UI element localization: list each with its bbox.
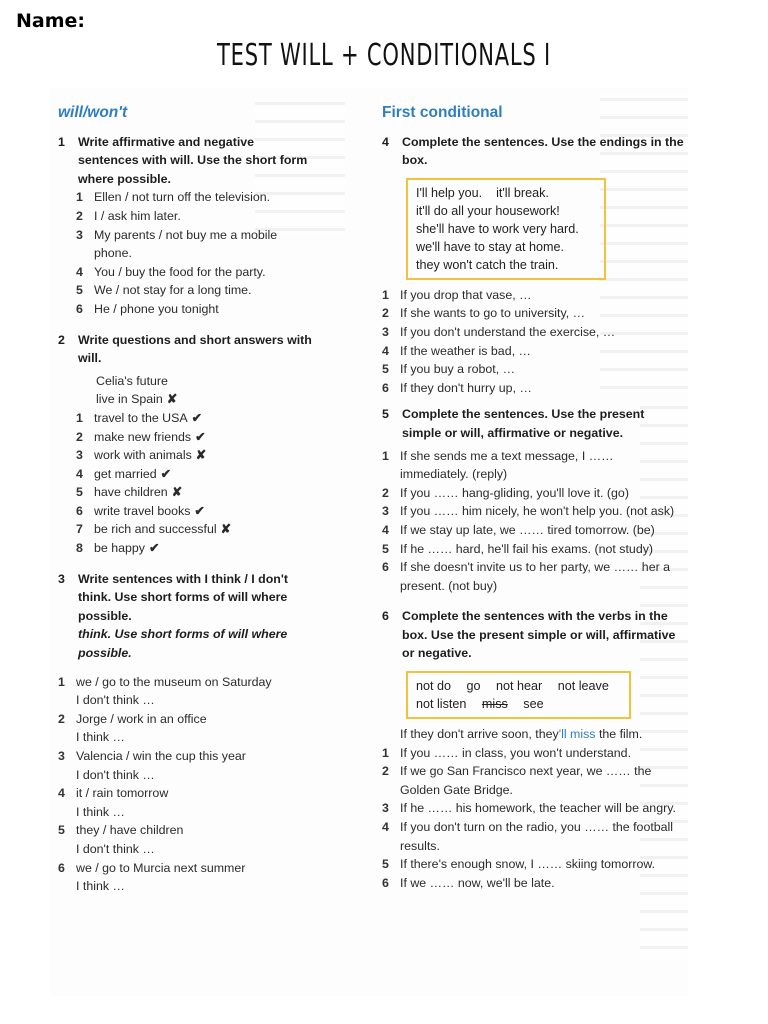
list-item (382, 558, 684, 595)
box-line: I'll help you. it'll break. (416, 185, 549, 200)
exercise-number: 6 (382, 609, 389, 624)
item-number: 2 (382, 306, 389, 321)
item-text: He / phone you tonight (94, 301, 219, 316)
item-number: 4 (76, 466, 83, 481)
check-mark-icon: ✔ (195, 429, 206, 444)
list-item (76, 207, 318, 226)
right-column (382, 104, 684, 892)
item-text: be rich and successful ✘ (94, 522, 231, 537)
item-number: 2 (382, 764, 389, 779)
item-text: have children ✘ (94, 485, 183, 500)
item-text: travel to the USA ✔ (94, 410, 203, 425)
exercise-5-items (382, 447, 684, 596)
list-item (76, 502, 318, 521)
list-item (76, 428, 318, 447)
item-text: If you drop that vase, … (400, 287, 532, 302)
item-text: make new friends ✔ (94, 429, 206, 444)
exercise-number: 2 (58, 332, 65, 347)
cross-mark-icon: ✘ (166, 392, 178, 407)
item-number: 5 (382, 541, 389, 556)
check-mark-icon: ✔ (191, 410, 203, 425)
item-text: You / buy the food for the party. (94, 264, 266, 279)
list-item (382, 447, 684, 484)
exercise-instruction: Write affirmative and negative sentences with will. Use the short form where possible. (78, 134, 308, 186)
exercise-6-items (382, 744, 684, 893)
list-item (382, 342, 684, 361)
list-item (382, 762, 684, 799)
list-item (58, 710, 318, 747)
left-column (58, 104, 318, 896)
cross-mark-icon: ✘ (171, 485, 183, 500)
exercise-number: 4 (382, 134, 389, 149)
list-item (382, 744, 684, 763)
list-item (76, 520, 318, 539)
item-text: If the weather is bad, … (400, 343, 531, 358)
item-prompt: I think … (76, 879, 125, 894)
exercise-instruction: Complete the sentences. Use the present simple or will, affirmative or negative. (402, 407, 645, 440)
item-text: My parents / not buy me a mobile phone. (94, 227, 278, 261)
item-number: 3 (58, 749, 65, 763)
item-number: 5 (76, 283, 83, 298)
exercise-instruction: Complete the sentences with the verbs in the box. Use the present simple or will, affirmative or negative. (402, 609, 676, 661)
exercise-1-items (76, 188, 318, 318)
exercise-3 (58, 570, 318, 896)
verb-option: not leave (557, 679, 609, 694)
item-number: 6 (382, 560, 389, 575)
item-number: 7 (76, 522, 83, 537)
item-prompt: I think … (76, 730, 125, 745)
example-answer: 'll miss (558, 727, 596, 742)
verb-option: not do (416, 679, 452, 694)
exercise-5 (382, 405, 684, 595)
verbs-box (406, 671, 631, 719)
item-text: If you …… in class, you won't understand. (400, 745, 632, 760)
list-item (76, 446, 318, 465)
item-text: we / go to the museum on Saturday I don't think … (76, 673, 318, 710)
item-number: 3 (76, 448, 83, 463)
item-number: 1 (76, 410, 83, 425)
item-number: 8 (76, 541, 83, 556)
verb-option: not hear (496, 679, 543, 694)
list-item (382, 484, 684, 503)
item-text: get married ✔ (94, 466, 172, 481)
item-prompt: I don't think … (76, 693, 155, 708)
list-item (382, 360, 684, 379)
endings-box (406, 178, 606, 280)
item-number: 4 (382, 343, 389, 358)
list-item (76, 465, 318, 484)
item-number: 2 (76, 208, 83, 223)
list-item (76, 539, 318, 558)
item-text: If she doesn't invite us to her party, we …… her a present. (not buy) (400, 560, 671, 593)
exercise-4 (382, 133, 684, 398)
item-number: 3 (382, 504, 389, 519)
item-number: 5 (382, 362, 389, 377)
item-text: If you …… hang-gliding, you'll love it. (go) (400, 485, 629, 500)
item-text: If you don't turn on the radio, you …… the football results. (400, 820, 674, 853)
item-text: If we …… now, we'll be late. (400, 875, 555, 890)
list-item (58, 784, 318, 821)
list-item (76, 188, 318, 207)
list-item (76, 409, 318, 428)
item-prompt: I think … (76, 804, 125, 819)
item-number: 6 (76, 503, 83, 518)
exercise-number: 5 (382, 407, 389, 422)
item-text: If she wants to go to university, … (400, 306, 586, 321)
item-text: Jorge / work in an office I think … (76, 710, 318, 747)
list-item (382, 540, 684, 559)
item-number: 2 (382, 485, 389, 500)
item-text: Valencia / win the cup this year I don't think … (76, 747, 318, 784)
item-text: If we stay up late, we …… tired tomorrow. (be) (400, 522, 655, 537)
list-item (382, 818, 684, 855)
check-mark-icon: ✔ (148, 541, 160, 556)
item-text: I / ask him later. (94, 208, 181, 223)
subject-heading: Celia's future (96, 373, 168, 388)
item-text: If there's enough snow, I …… skiing tomorrow. (400, 857, 656, 872)
item-text: work with animals ✘ (94, 448, 207, 463)
example-sentence: If they don't arrive soon, they'll miss the film. (400, 727, 643, 742)
list-item (76, 300, 318, 319)
item-text: they / have children I don't think … (76, 821, 318, 858)
cross-mark-icon: ✘ (220, 522, 231, 537)
item-number: 1 (382, 448, 389, 463)
item-text: Ellen / not turn off the television. (94, 190, 271, 205)
check-mark-icon: ✔ (194, 503, 205, 518)
example-prompt: live in Spain (96, 392, 163, 407)
item-number: 3 (76, 227, 83, 242)
item-number: 4 (382, 820, 389, 835)
list-item (58, 747, 318, 784)
item-text: it / rain tomorrow I think … (76, 784, 318, 821)
item-number: 3 (382, 801, 389, 816)
item-number: 2 (58, 711, 65, 726)
item-number: 4 (382, 522, 389, 537)
item-text: we / go to Murcia next summer I think … (76, 859, 318, 896)
exercise-2-items (76, 409, 318, 558)
list-item (76, 226, 318, 263)
list-item (382, 874, 684, 893)
item-text: If you don't understand the exercise, … (400, 324, 616, 339)
box-line: we'll have to stay at home. (416, 239, 565, 254)
item-text: write travel books ✔ (94, 503, 205, 518)
exercise-instruction: Write questions and short answers with will. (78, 332, 312, 366)
item-text: If we go San Francisco next year, we …… the Golden Gate Bridge. (400, 764, 652, 797)
list-item (382, 521, 684, 540)
item-prompt: I don't think … (76, 841, 155, 856)
list-item (76, 483, 318, 502)
item-number: 6 (382, 380, 389, 395)
item-number: 5 (58, 823, 65, 838)
list-item (382, 323, 684, 342)
item-number: 1 (58, 674, 65, 689)
item-text: If he …… hard, he'll fail his exams. (not study) (400, 541, 654, 556)
exercise-instruction-repeat: think. Use short forms of will where possible. (78, 627, 288, 661)
list-item (76, 263, 318, 282)
item-number: 3 (382, 324, 389, 339)
item-text: If she sends me a text message, I …… immediately. (reply) (400, 448, 614, 482)
exercise-1 (58, 133, 318, 319)
list-item (382, 855, 684, 874)
section-title-will-wont: will/won't (58, 104, 128, 121)
item-number: 1 (76, 190, 83, 205)
box-line: it'll do all your housework! (416, 203, 560, 218)
item-text: If you …… him nicely, he won't help you. (not ask) (400, 504, 675, 519)
item-number: 6 (382, 875, 389, 890)
box-line: she'll have to work very hard. (416, 221, 579, 236)
exercise-instruction: Complete the sentences. Use the endings in the box. (402, 134, 684, 168)
item-number: 5 (76, 485, 83, 500)
verb-option: not listen (416, 697, 467, 712)
section-title-first-conditional: First conditional (382, 104, 503, 121)
verb-option-used: miss (481, 697, 508, 712)
item-number: 5 (382, 857, 389, 872)
item-text: We / not stay for a long time. (94, 283, 252, 298)
exercise-6 (382, 607, 684, 892)
item-text: be happy ✔ (94, 541, 160, 556)
item-number: 2 (76, 429, 83, 444)
cross-mark-icon: ✘ (195, 448, 207, 463)
verb-option: go (466, 679, 481, 694)
list-item (58, 859, 318, 896)
exercise-4-items (382, 286, 684, 398)
item-text: If you buy a robot, … (400, 362, 516, 377)
name-label: Name: (16, 10, 86, 32)
item-number: 4 (58, 786, 65, 801)
item-number: 6 (76, 301, 83, 316)
exercise-2 (58, 331, 318, 558)
list-item (58, 821, 318, 858)
list-item (382, 286, 684, 305)
item-text: If they don't hurry up, … (400, 380, 532, 395)
page-title: TEST WILL + CONDITIONALS I (216, 38, 551, 73)
item-prompt: I don't think … (76, 767, 155, 782)
list-item (382, 379, 684, 398)
check-mark-icon: ✔ (160, 466, 172, 481)
exercise-instruction: Write sentences with I think / I don't think. Use short forms of will where possible. (78, 571, 288, 623)
item-number: 4 (76, 264, 83, 279)
list-item (382, 502, 684, 521)
exercise-number: 3 (58, 571, 65, 586)
list-item (382, 799, 684, 818)
list-item (58, 673, 318, 710)
item-number: 6 (58, 860, 65, 875)
list-item (382, 304, 684, 323)
item-number: 1 (382, 287, 389, 302)
exercise-number: 1 (58, 134, 65, 149)
exercise-3-items (58, 673, 318, 896)
item-text: If he …… his homework, the teacher will be angry. (400, 801, 676, 816)
list-item (76, 281, 318, 300)
item-number: 1 (382, 745, 389, 760)
box-line: they won't catch the train. (416, 257, 559, 272)
verb-option: see (523, 697, 544, 712)
